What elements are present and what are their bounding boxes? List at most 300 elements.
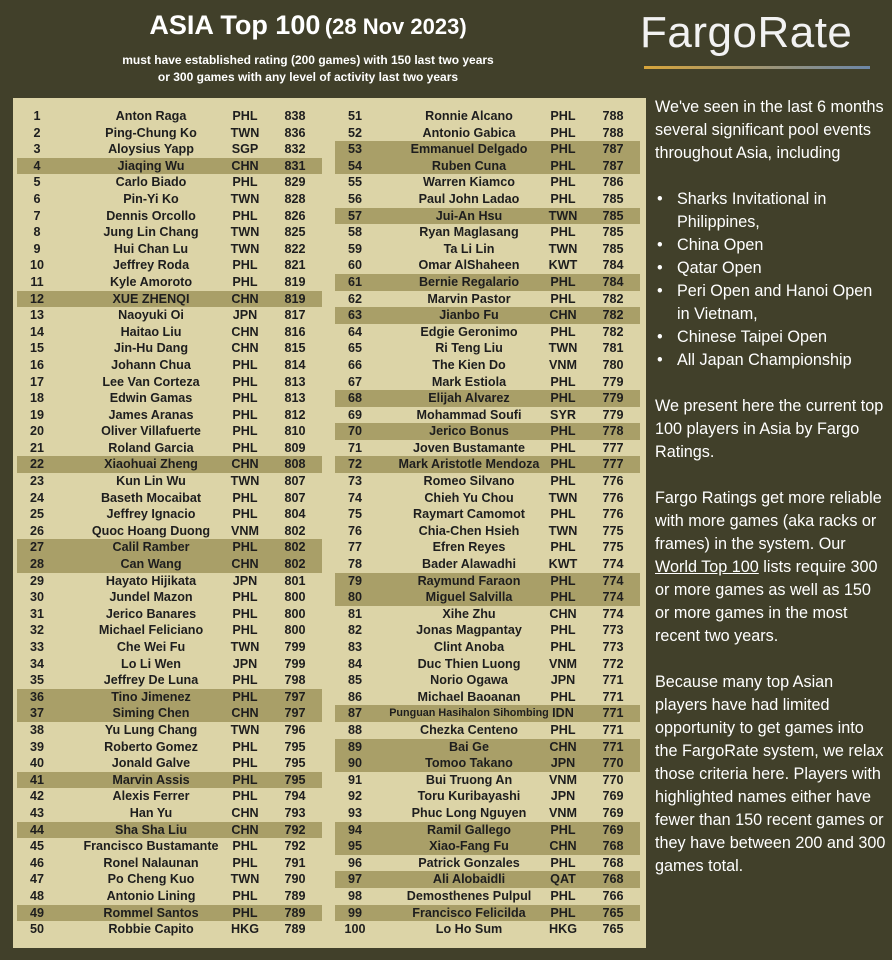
- table-row: [335, 324, 640, 341]
- fargorate-logo: [640, 8, 876, 88]
- rank-cell: 39: [29, 739, 44, 754]
- player-name-cell: Kun Lin Wu: [116, 474, 186, 489]
- player-name-cell: Johann Chua: [111, 357, 191, 372]
- rating-cell: 828: [284, 191, 306, 206]
- rating-cell: 785: [602, 208, 624, 223]
- rating-cell: 822: [284, 241, 306, 256]
- country-cell: CHN: [231, 341, 259, 356]
- player-name-cell: Yu Lung Chang: [104, 722, 198, 737]
- rank-cell: 5: [33, 175, 41, 190]
- country-cell: PHL: [232, 490, 258, 505]
- player-name-cell: Haitao Liu: [120, 324, 182, 339]
- player-name-cell: Aloysius Yapp: [108, 142, 194, 157]
- player-name-cell: Ronel Nalaunan: [103, 855, 199, 870]
- table-row: [335, 440, 640, 457]
- player-name-cell: Jin-Hu Dang: [113, 341, 189, 356]
- rating-cell: 774: [602, 606, 624, 621]
- rating-cell: 802: [284, 523, 306, 538]
- country-cell: TWN: [548, 241, 578, 256]
- rating-cell: 791: [284, 855, 306, 870]
- country-cell: PHL: [232, 623, 258, 638]
- rank-cell: 50: [29, 922, 44, 937]
- rank-cell: 9: [33, 241, 41, 256]
- country-cell: TWN: [230, 225, 260, 240]
- player-name-cell: Romeo Silvano: [423, 474, 515, 489]
- table-row: [335, 606, 640, 623]
- country-cell: PHL: [550, 689, 576, 704]
- table-row: [17, 705, 322, 722]
- country-cell: PHL: [232, 374, 258, 389]
- table-row: [335, 174, 640, 191]
- rank-cell: 3: [33, 142, 41, 157]
- table-row: [17, 822, 322, 839]
- rating-cell: 779: [602, 391, 624, 406]
- table-row: [17, 838, 322, 855]
- rating-cell: 800: [284, 590, 306, 605]
- player-name-cell: Carlo Biado: [115, 175, 187, 190]
- table-row: [17, 257, 322, 274]
- player-name-cell: Jiaqing Wu: [117, 158, 185, 173]
- country-cell: PHL: [550, 158, 576, 173]
- rating-cell: 787: [602, 158, 624, 173]
- rating-cell: 765: [602, 905, 624, 920]
- country-cell: TWN: [548, 341, 578, 356]
- country-cell: JPN: [232, 573, 258, 588]
- country-cell: JPN: [550, 789, 576, 804]
- rating-cell: 813: [284, 374, 306, 389]
- table-row: [335, 224, 640, 241]
- event-list: [655, 188, 887, 372]
- rating-cell: 771: [602, 739, 624, 754]
- player-name-cell: Lo Ho Sum: [435, 922, 503, 937]
- rank-cell: 88: [347, 722, 362, 737]
- rating-cell: 773: [602, 640, 624, 654]
- page-title: [128, 10, 488, 41]
- rank-cell: 7: [33, 208, 41, 223]
- rating-cell: 807: [284, 474, 306, 489]
- rank-cell: 93: [347, 805, 362, 820]
- player-name-cell: Jeffrey Ignacio: [106, 507, 196, 522]
- rank-cell: 74: [347, 490, 362, 505]
- table-row: [335, 589, 640, 606]
- rating-cell: 770: [602, 772, 624, 787]
- rank-cell: 8: [33, 225, 41, 240]
- player-name-cell: XUE ZHENQI: [112, 291, 190, 306]
- rank-cell: 68: [347, 391, 362, 406]
- rank-cell: 37: [29, 706, 44, 721]
- rating-cell: 795: [284, 772, 306, 787]
- title-date: (28 Nov 2023): [324, 14, 467, 39]
- table-row: [335, 473, 640, 490]
- player-name-cell: Sha Sha Liu: [114, 822, 188, 837]
- rating-cell: 801: [284, 573, 306, 588]
- table-row: [17, 921, 322, 938]
- rank-cell: 63: [347, 308, 362, 323]
- table-row: [17, 788, 322, 805]
- rankings-column-left: [17, 108, 322, 938]
- table-row: [17, 656, 322, 673]
- table-row: [335, 108, 640, 125]
- rank-cell: 65: [347, 341, 362, 356]
- country-cell: CHN: [231, 457, 259, 472]
- table-row: [17, 772, 322, 789]
- rating-cell: 802: [284, 540, 306, 555]
- rank-cell: 59: [347, 241, 362, 256]
- table-row: [17, 539, 322, 556]
- rating-cell: 786: [602, 175, 624, 190]
- player-name-cell: Demosthenes Pulpul: [406, 888, 532, 903]
- country-cell: PHL: [550, 474, 576, 489]
- rating-cell: 819: [284, 274, 306, 289]
- player-name-cell: Omar AlShaheen: [418, 258, 520, 273]
- criteria-paragraph: Because many top Asian players have had limited opportunity to get games into the FargoRate system, we relax those criteria here. Players with highlighted names either have fewer than 150 recent games or they have between 200 and 300 games total.: [655, 673, 886, 875]
- table-row: [17, 722, 322, 739]
- table-row: [335, 755, 640, 772]
- table-row: [335, 788, 640, 805]
- table-row: [335, 622, 640, 639]
- country-cell: CHN: [549, 308, 577, 323]
- rating-cell: 769: [602, 805, 624, 820]
- country-cell: IDN: [552, 706, 574, 721]
- rating-cell: 781: [602, 341, 624, 356]
- player-name-cell: Pin-Yi Ko: [123, 191, 179, 206]
- country-cell: CHN: [231, 158, 259, 173]
- player-name-cell: Bader Alawadhi: [421, 557, 516, 572]
- player-name-cell: Patrick Gonzales: [418, 855, 520, 870]
- country-cell: SYR: [550, 407, 576, 422]
- rank-cell: 91: [347, 772, 362, 787]
- event-label: Peri Open and Hanoi Open in Vietnam,: [677, 282, 873, 323]
- table-row: [17, 606, 322, 623]
- player-name-cell: Naoyuki Oi: [118, 308, 184, 323]
- player-name-cell: Roland Garcia: [108, 440, 194, 455]
- rank-cell: 14: [29, 324, 44, 339]
- rank-cell: 77: [347, 540, 362, 555]
- country-cell: PHL: [550, 191, 576, 206]
- country-cell: PHL: [550, 125, 576, 140]
- table-row: [17, 340, 322, 357]
- player-name-cell: Ronnie Alcano: [425, 109, 513, 123]
- country-cell: PHL: [232, 391, 258, 406]
- rank-cell: 19: [29, 407, 44, 422]
- country-cell: HKG: [231, 922, 259, 937]
- rank-cell: 69: [347, 407, 362, 422]
- rank-cell: 27: [29, 540, 44, 555]
- table-row: [335, 208, 640, 225]
- rank-cell: 31: [29, 606, 44, 621]
- player-name-cell: Edgie Geronimo: [420, 324, 518, 339]
- rating-cell: 785: [602, 225, 624, 240]
- rating-cell: 785: [602, 191, 624, 206]
- rank-cell: 85: [347, 673, 362, 688]
- rank-cell: 94: [347, 822, 362, 837]
- rating-cell: 819: [284, 291, 306, 306]
- player-name-cell: The Kien Do: [432, 357, 506, 372]
- table-row: [17, 440, 322, 457]
- rank-cell: 97: [347, 872, 362, 887]
- player-name-cell: Po Cheng Kuo: [107, 872, 195, 887]
- country-cell: PHL: [550, 590, 576, 605]
- rank-cell: 29: [29, 573, 44, 588]
- rating-cell: 775: [602, 523, 624, 538]
- rating-cell: 795: [284, 739, 306, 754]
- player-name-cell: Hui Chan Lu: [113, 241, 189, 256]
- player-name-cell: Francisco Felicilda: [412, 905, 526, 920]
- country-cell: PHL: [232, 756, 258, 771]
- table-row: [335, 656, 640, 673]
- country-cell: PHL: [232, 407, 258, 422]
- rating-cell: 826: [284, 208, 306, 223]
- country-cell: CHN: [231, 822, 259, 837]
- rank-cell: 62: [347, 291, 362, 306]
- rank-cell: 76: [347, 523, 362, 538]
- rank-cell: 15: [29, 341, 44, 356]
- table-row: [17, 324, 322, 341]
- rank-cell: 41: [29, 772, 44, 787]
- logo-underline: [644, 66, 870, 69]
- table-row: [17, 639, 322, 656]
- country-cell: TWN: [230, 640, 260, 654]
- player-name-cell: Che Wei Fu: [116, 640, 186, 654]
- table-row: [17, 506, 322, 523]
- country-cell: CHN: [549, 606, 577, 621]
- rank-cell: 33: [29, 640, 44, 654]
- table-row: [17, 855, 322, 872]
- table-row: [17, 407, 322, 424]
- player-name-cell: Siming Chen: [112, 706, 190, 721]
- info-sidebar: [655, 96, 887, 901]
- player-name-cell: Jerico Banares: [105, 606, 197, 621]
- rating-cell: 776: [602, 507, 624, 522]
- table-row: [335, 407, 640, 424]
- country-cell: PHL: [550, 573, 576, 588]
- country-cell: JPN: [550, 756, 576, 771]
- rating-cell: 825: [284, 225, 306, 240]
- table-row: [335, 357, 640, 374]
- reliability-paragraph: [655, 487, 887, 648]
- country-cell: VNM: [231, 523, 259, 538]
- rating-cell: 814: [284, 357, 306, 372]
- country-cell: CHN: [549, 739, 577, 754]
- player-name-cell: Tino Jimenez: [111, 689, 191, 704]
- player-name-cell: Bai Ge: [449, 739, 489, 754]
- country-cell: TWN: [230, 191, 260, 206]
- country-cell: JPN: [232, 656, 258, 671]
- player-name-cell: Ruben Cuna: [431, 158, 507, 173]
- rating-cell: 777: [602, 440, 624, 455]
- rating-cell: 812: [284, 407, 306, 422]
- rank-cell: 35: [29, 673, 44, 688]
- table-row: [335, 805, 640, 822]
- country-cell: PHL: [232, 673, 258, 688]
- table-row: [335, 456, 640, 473]
- table-row: [17, 224, 322, 241]
- country-cell: PHL: [550, 623, 576, 638]
- player-name-cell: Mark Aristotle Mendoza: [398, 457, 540, 472]
- rating-cell: 816: [284, 324, 306, 339]
- rank-cell: 30: [29, 590, 44, 605]
- country-cell: VNM: [549, 656, 577, 671]
- rating-cell: 770: [602, 756, 624, 771]
- country-cell: PHL: [550, 855, 576, 870]
- rank-cell: 44: [29, 822, 44, 837]
- rating-cell: 836: [284, 125, 306, 140]
- rating-cell: 769: [602, 822, 624, 837]
- table-row: [335, 390, 640, 407]
- country-cell: PHL: [232, 789, 258, 804]
- rating-cell: 789: [284, 888, 306, 903]
- country-cell: TWN: [230, 872, 260, 887]
- rating-cell: 817: [284, 308, 306, 323]
- rank-cell: 84: [347, 656, 362, 671]
- player-name-cell: Robbie Capito: [108, 922, 194, 937]
- rank-cell: 49: [29, 905, 44, 920]
- table-row: [335, 191, 640, 208]
- country-cell: JPN: [232, 308, 258, 323]
- country-cell: CHN: [231, 557, 259, 572]
- country-cell: PHL: [232, 905, 258, 920]
- rank-cell: 22: [29, 457, 44, 472]
- rankings-column-right: [335, 108, 640, 938]
- rating-cell: 838: [284, 109, 306, 123]
- table-row: [335, 689, 640, 706]
- table-row: [335, 639, 640, 656]
- table-row: [17, 739, 322, 756]
- country-cell: TWN: [230, 125, 260, 140]
- country-cell: TWN: [230, 722, 260, 737]
- rank-cell: 32: [29, 623, 44, 638]
- player-name-cell: Ali Alobaidli: [432, 872, 506, 887]
- country-cell: PHL: [232, 208, 258, 223]
- rating-cell: 794: [284, 789, 306, 804]
- table-row: [17, 689, 322, 706]
- player-name-cell: Elijah Alvarez: [428, 391, 510, 406]
- player-name-cell: Xihe Zhu: [442, 606, 496, 621]
- country-cell: PHL: [232, 739, 258, 754]
- table-row: [17, 125, 322, 142]
- country-cell: PHL: [232, 274, 258, 289]
- event-item: [657, 188, 887, 234]
- country-cell: PHL: [550, 142, 576, 157]
- table-row: [335, 340, 640, 357]
- table-row: [17, 423, 322, 440]
- country-cell: HKG: [549, 922, 577, 937]
- player-name-cell: Roberto Gomez: [104, 739, 198, 754]
- player-name-cell: Jianbo Fu: [439, 308, 499, 323]
- player-name-cell: Xiao-Fang Fu: [429, 839, 509, 854]
- player-name-cell: Ri Teng Liu: [435, 341, 503, 356]
- rank-cell: 67: [347, 374, 362, 389]
- rank-cell: 71: [347, 440, 362, 455]
- table-row: [17, 622, 322, 639]
- player-name-cell: Kyle Amoroto: [109, 274, 193, 289]
- rank-cell: 57: [347, 208, 362, 223]
- country-cell: TWN: [548, 490, 578, 505]
- table-row: [17, 158, 322, 175]
- player-name-cell: Rommel Santos: [103, 905, 199, 920]
- rank-cell: 86: [347, 689, 362, 704]
- player-name-cell: Warren Kiamco: [423, 175, 515, 190]
- rating-cell: 782: [602, 324, 624, 339]
- country-cell: SGP: [231, 142, 259, 157]
- rating-cell: 774: [602, 557, 624, 572]
- player-name-cell: Punguan Hasihalon Sihombing: [389, 707, 549, 720]
- player-name-cell: Jerico Bonus: [429, 424, 509, 439]
- rating-cell: 771: [602, 673, 624, 688]
- country-cell: PHL: [232, 590, 258, 605]
- rating-cell: 780: [602, 357, 624, 372]
- rating-cell: 815: [284, 341, 306, 356]
- rating-cell: 776: [602, 490, 624, 505]
- rating-cell: 778: [602, 424, 624, 439]
- rank-cell: 52: [347, 125, 362, 140]
- player-name-cell: Chezka Centeno: [420, 722, 518, 737]
- table-row: [335, 307, 640, 324]
- table-row: [17, 871, 322, 888]
- rank-cell: 23: [29, 474, 44, 489]
- rank-cell: 21: [29, 440, 44, 455]
- player-name-cell: Ping-Chung Ko: [105, 125, 197, 140]
- rating-cell: 796: [284, 722, 306, 737]
- player-name-cell: Jui-An Hsu: [435, 208, 503, 223]
- player-name-cell: Anton Raga: [115, 109, 187, 123]
- rating-cell: 777: [602, 457, 624, 472]
- player-name-cell: Lo Li Wen: [121, 656, 181, 671]
- rank-cell: 89: [347, 739, 362, 754]
- rank-cell: 82: [347, 623, 362, 638]
- table-row: [335, 855, 640, 872]
- player-name-cell: Raymart Camomot: [413, 507, 525, 522]
- player-name-cell: Mohammad Soufi: [416, 407, 522, 422]
- table-row: [335, 871, 640, 888]
- rating-cell: 809: [284, 440, 306, 455]
- rating-cell: 788: [602, 125, 624, 140]
- rank-cell: 10: [29, 258, 44, 273]
- event-label: China Open: [677, 236, 764, 254]
- player-name-cell: Jeffrey Roda: [112, 258, 190, 273]
- rating-cell: 782: [602, 291, 624, 306]
- country-cell: PHL: [550, 374, 576, 389]
- rank-cell: 53: [347, 142, 362, 157]
- player-name-cell: Jonald Galve: [111, 756, 191, 771]
- player-name-cell: Tomoo Takano: [425, 756, 513, 771]
- country-cell: PHL: [550, 291, 576, 306]
- table-row: [335, 722, 640, 739]
- world-top-100-link[interactable]: World Top 100: [655, 558, 759, 576]
- rating-cell: 797: [284, 706, 306, 721]
- country-cell: CHN: [231, 805, 259, 820]
- player-name-cell: Phuc Long Nguyen: [411, 805, 527, 820]
- rating-cell: 779: [602, 407, 624, 422]
- player-name-cell: Jung Lin Chang: [103, 225, 199, 240]
- player-name-cell: Hayato Hijikata: [105, 573, 197, 588]
- table-row: [335, 274, 640, 291]
- rating-cell: 799: [284, 640, 306, 654]
- table-row: [335, 573, 640, 590]
- table-row: [17, 905, 322, 922]
- player-name-cell: Xiaohuai Zheng: [104, 457, 198, 472]
- player-name-cell: Baseth Mocaibat: [100, 490, 202, 505]
- bullet-icon: •: [657, 190, 663, 208]
- rank-cell: 1: [33, 109, 41, 123]
- player-name-cell: Chieh Yu Chou: [424, 490, 514, 505]
- table-row: [335, 539, 640, 556]
- rating-cell: 773: [602, 623, 624, 638]
- rating-cell: 772: [602, 656, 624, 671]
- rank-cell: 28: [29, 557, 44, 572]
- table-row: [17, 241, 322, 258]
- table-row: [17, 374, 322, 391]
